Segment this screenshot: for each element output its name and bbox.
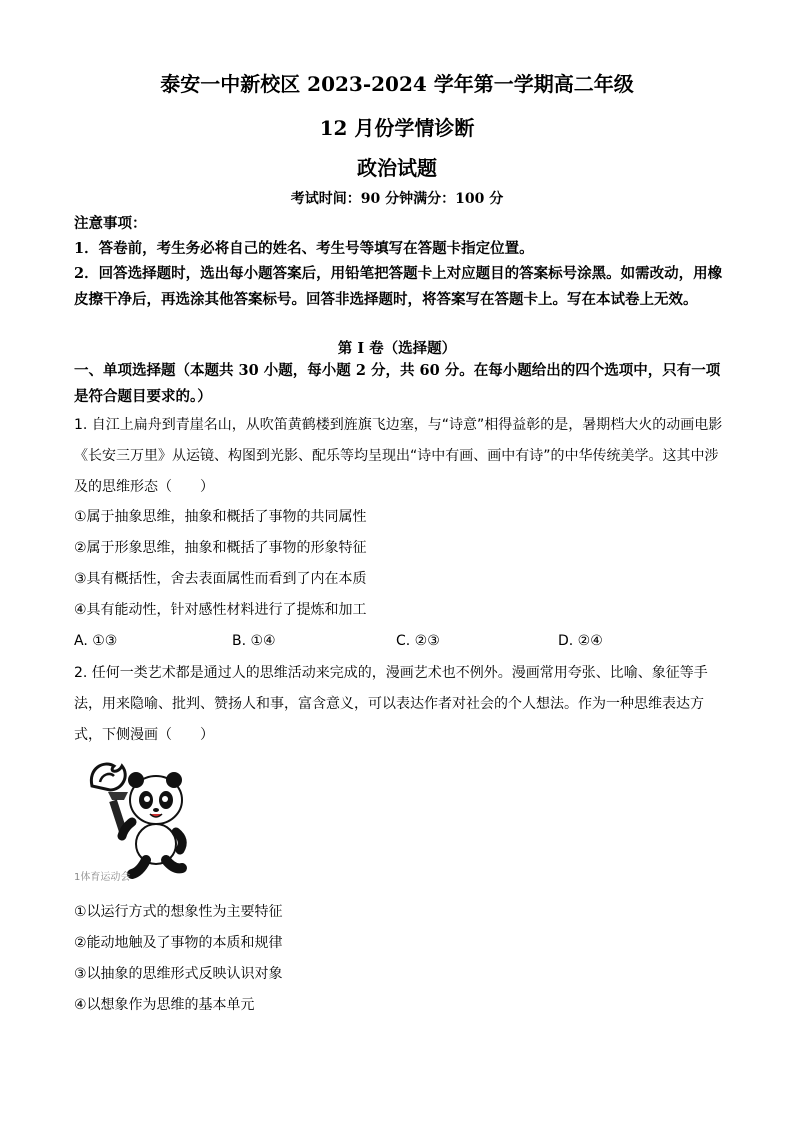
statement: ②能动地触及了事物的本质和规律 xyxy=(74,935,283,951)
image-caption: 1体育运动会 xyxy=(74,872,131,883)
option-c[interactable]: C. ②③ xyxy=(396,633,440,649)
exam-title-line2: 12 月份学情诊断 xyxy=(319,116,475,140)
subject-title: 政治试题 xyxy=(357,156,437,180)
question-2-statements xyxy=(74,897,724,1021)
option-d[interactable]: D. ②④ xyxy=(558,633,603,649)
section-title: 第 I 卷（选择题） xyxy=(337,340,457,357)
exam-info: 考试时间：90 分钟满分：100 分 xyxy=(290,191,504,207)
option-b[interactable]: B. ①④ xyxy=(232,633,276,649)
notice-item-1: 1．答卷前，考生务必将自己的姓名、考生号等填写在答题卡指定位置。 xyxy=(74,240,534,257)
question-2-stem: 2. 任何一类艺术都是通过人的思维活动来完成的，漫画艺术也不例外。漫画常用夸张、比喻、象征等手法，用来隐喻、批判、赞扬人和事，富含意义，可以表达作者对社会的个人想法。作为一种思维表达方式，下侧漫画（ ） xyxy=(74,665,708,743)
panda-comic-image xyxy=(70,756,200,886)
statement: ③具有概括性，舍去表面属性而看到了内在本质 xyxy=(74,571,367,587)
question-1-options xyxy=(74,629,724,655)
question-1-stem: 1. 自江上扁舟到青崖名山，从吹笛黄鹤楼到旌旗飞边塞，与“诗意”相得益彰的是，暑期档大火的动画电影《长安三万里》从运镜、构图到光影、配乐等均呈现出“诗中有画、画中有诗”的中华传统美学。这其中涉及的思维形态（ ） xyxy=(74,417,723,495)
statement: ③以抽象的思维形式反映认识对象 xyxy=(74,966,283,982)
notice-item-2: 2．回答选择题时，选出每小题答案后，用铅笔把答题卡上对应题目的答案标号涂黑。如需改动，用橡皮擦干净后，再选涂其他答案标号。回答非选择题时，将答案写在答题卡上。写在本试卷上无效。 xyxy=(74,265,723,308)
notice-heading: 注意事项： xyxy=(74,215,147,232)
panda-torch-icon xyxy=(70,756,200,886)
statement: ④以想象作为思维的基本单元 xyxy=(74,997,255,1013)
statement: ①属于抽象思维，抽象和概括了事物的共同属性 xyxy=(74,509,367,525)
question-1-statements xyxy=(74,502,724,626)
option-a[interactable]: A. ①③ xyxy=(74,633,118,649)
statement: ②属于形象思维，抽象和概括了事物的形象特征 xyxy=(74,540,367,556)
statement: ①以运行方式的想象性为主要特征 xyxy=(74,904,283,920)
section-instruction: 一、单项选择题（本题共 30 小题，每小题 2 分，共 60 分。在每小题给出的四个选项中，只有一项是符合题目要求的。） xyxy=(74,362,721,405)
statement: ④具有能动性，针对感性材料进行了提炼和加工 xyxy=(74,602,367,618)
exam-title-line1: 泰安一中新校区 2023-2024 学年第一学期高二年级 xyxy=(160,72,634,96)
